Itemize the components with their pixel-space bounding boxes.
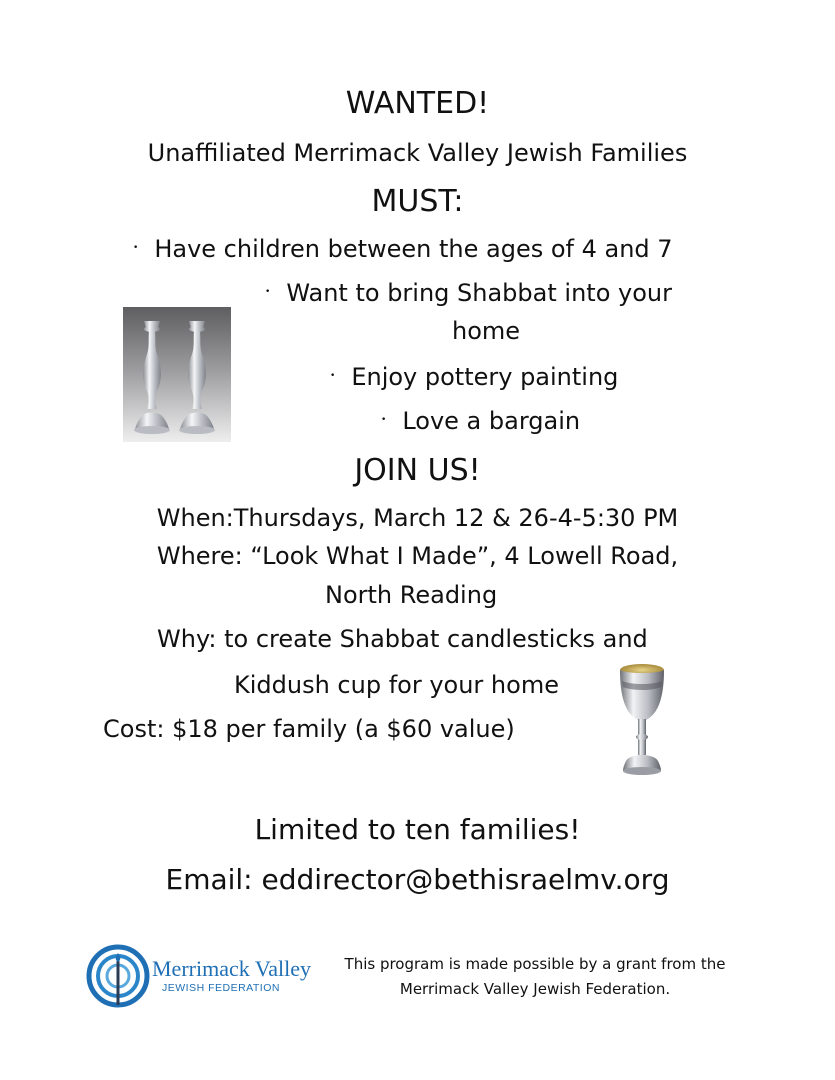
bullet-icon: • bbox=[265, 287, 271, 297]
logo-subtitle: JEWISH FEDERATION bbox=[162, 982, 280, 994]
grant-note-line1: This program is made possible by a grant from the bbox=[344, 955, 726, 973]
candlesticks-image bbox=[123, 307, 231, 442]
why-line: Why: to create Shabbat candlesticks and bbox=[157, 625, 648, 653]
where-line-cont: North Reading bbox=[325, 581, 498, 609]
subheadline: Unaffiliated Merrimack Valley Jewish Families bbox=[147, 139, 688, 167]
headline: WANTED! bbox=[345, 86, 490, 121]
kiddush-cup-image bbox=[612, 661, 672, 779]
bullet-icon: • bbox=[381, 415, 387, 425]
federation-logo bbox=[86, 943, 311, 1013]
when-line: When:Thursdays, March 12 & 26-4-5:30 PM bbox=[156, 504, 679, 532]
logo-title: Merrimack Valley bbox=[152, 956, 312, 981]
join-heading: JOIN US! bbox=[354, 453, 481, 488]
requirement-shabbat-cont: home bbox=[452, 317, 521, 345]
requirement-shabbat: • Want to bring Shabbat into your bbox=[265, 279, 672, 307]
where-line: Where: “Look What I Made”, 4 Lowell Road, bbox=[156, 542, 679, 570]
requirement-bargain: • Love a bargain bbox=[381, 407, 581, 435]
limit-line: Limited to ten families! bbox=[254, 813, 581, 846]
bullet-icon: • bbox=[133, 243, 139, 253]
why-line-cont: Kiddush cup for your home bbox=[234, 671, 559, 699]
cost-line: Cost: $18 per family (a $60 value) bbox=[103, 715, 515, 743]
requirement-pottery: • Enjoy pottery painting bbox=[330, 363, 619, 391]
grant-note-line2: Merrimack Valley Jewish Federation. bbox=[399, 980, 671, 998]
menorah-logo-icon bbox=[86, 943, 150, 1013]
bullet-icon: • bbox=[330, 371, 336, 381]
requirement-children: • Have children between the ages of 4 and 7 bbox=[133, 235, 673, 263]
must-heading: MUST: bbox=[371, 184, 464, 219]
email-line[interactable]: Email: eddirector@bethisraelmv.org bbox=[165, 863, 670, 896]
